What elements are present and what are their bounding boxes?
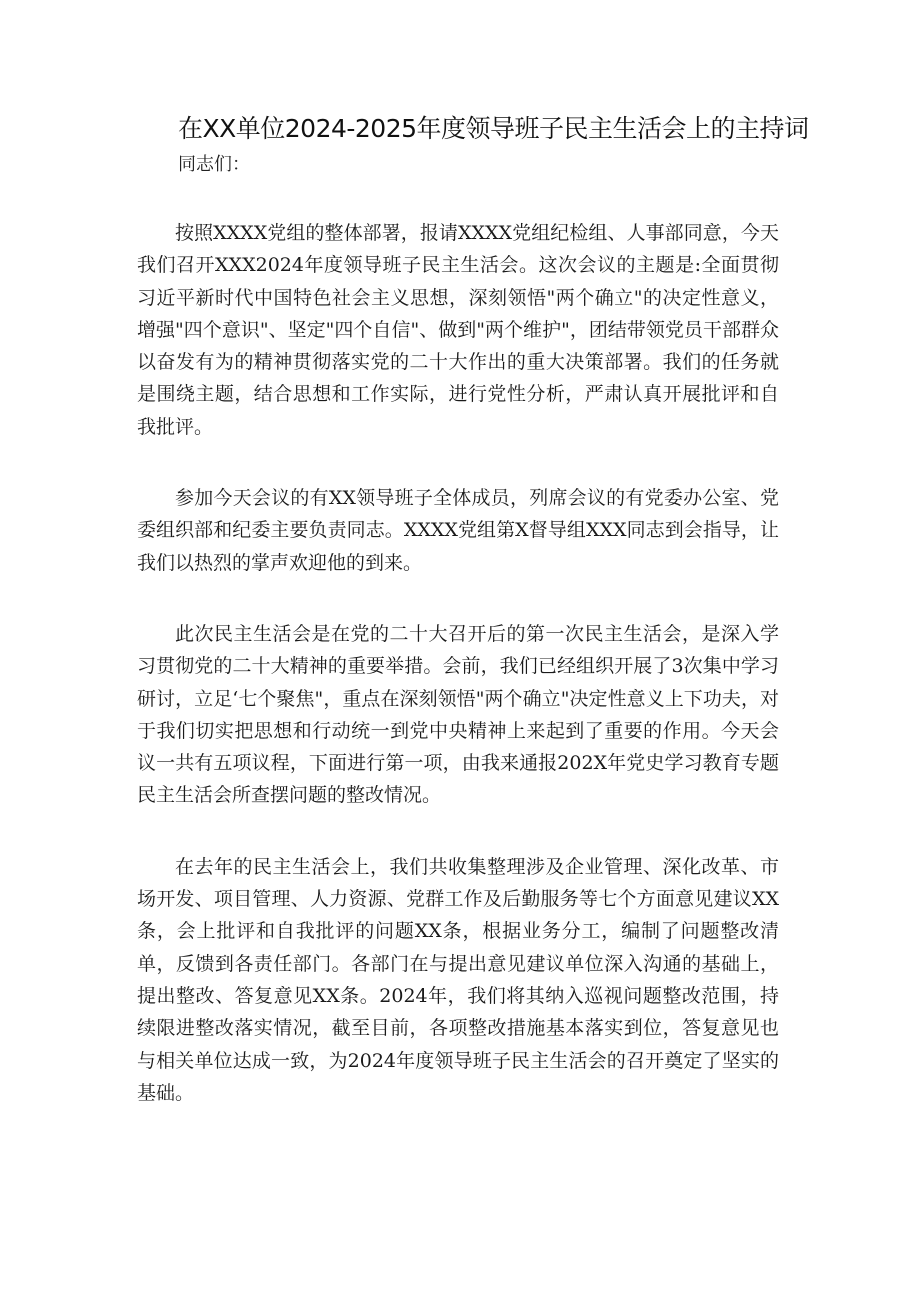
paragraph-4: 在去年的民主生活会上，我们共收集整理涉及企业管理、深化改革、市场开发、项目管理、人力资源、党群工作及后勤服务等七个方面意见建议XX条，会上批评和自我批评的问题XX条，根据业务分工，编制了问题整改清单，反馈到各责任部门。各部门在与提出意见建议单位深入沟通的基础上，提出整改、答复意见XX条。2024年，我们将其纳入巡视问题整改范围，持续限进整改落实情况，截至目前，各项整改措施基本落实到位，答复意见也与相关单位达成一致，为2024年度领导班子民主生活会的召开奠定了坚实的基础。 (137, 855, 779, 1104)
paragraph-1: 按照XXXX党组的整体部署，报请XXXX党组纪检组、人事部同意，今天我们召开XXX2024年度领导班子民主生活会。这次会议的主题是:全面贯彻习近平新时代中国特色社会主义思想，深刻领悟"两个确立"的决定性意义，增强"四个意识"、坚定"四个自信"、做到"两个维护"，团结带领党员干部群众以奋发有为的精神贯彻落实党的二十大作出的重大决策部署。我们的任务就是围绕主题，结合思想和工作实际，进行党性分析，严肃认真开展批评和自我批评。 (137, 222, 779, 438)
paragraph-2: 参加今天会议的有XX领导班子全体成员，列席会议的有党委办公室、党委组织部和纪委主要负责同志。XXXX党组第X督导组XXX同志到会指导，让我们以热烈的掌声欢迎他的到来。 (137, 487, 779, 574)
paragraph-3: 此次民主生活会是在党的二十大召开后的第一次民主生活会，是深入学习贯彻党的二十大精神的重要举措。会前，我们已经组织开展了3次集中学习研讨，立足‘七个聚焦"，重点在深刻领悟"两个确立"决定性意义上下功夫，对于我们切实把思想和行动统一到党中央精神上来起到了重要的作用。今天会议一共有五项议程，下面进行第一项，由我来通报202X年党史学习教育专题民主生活会所查摆问题的整改情况。 (137, 622, 779, 807)
document-title: 在XX单位2024-2025年度领导班子民主生活会上的主持词 (178, 114, 809, 143)
document-body (137, 217, 779, 1148)
salutation: 同志们： (178, 154, 250, 175)
